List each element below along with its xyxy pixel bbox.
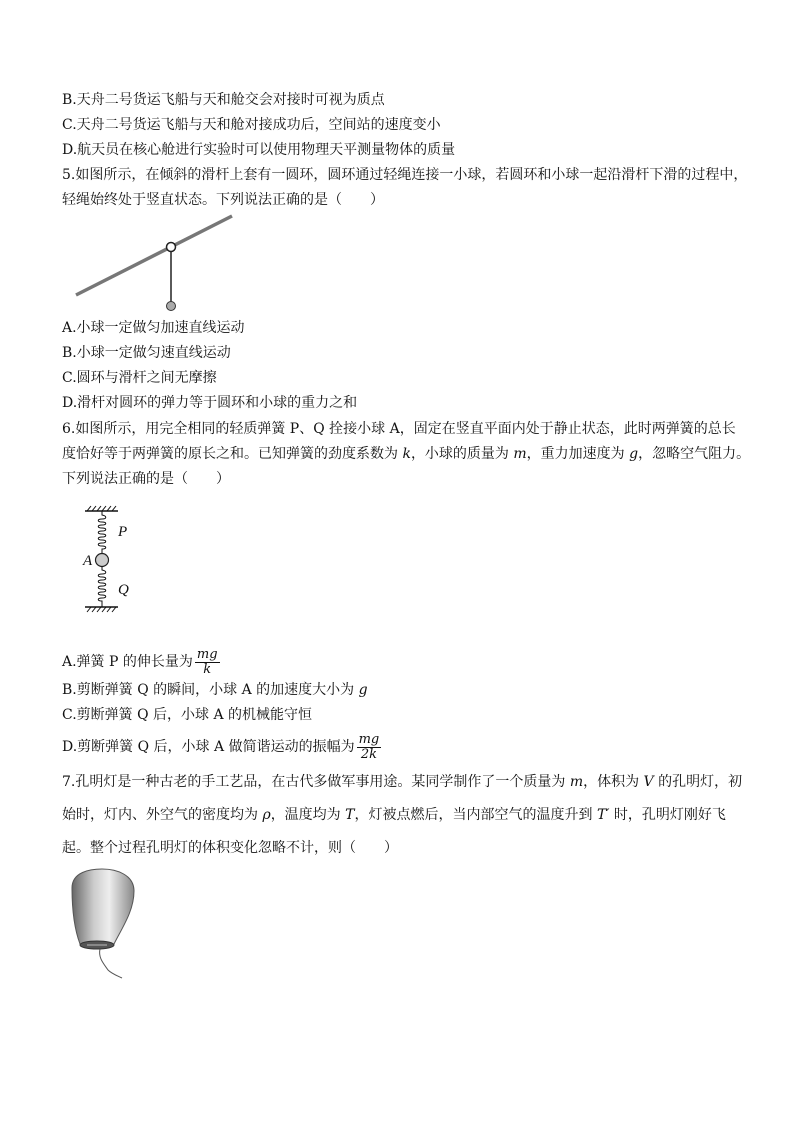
small-ball xyxy=(167,302,176,311)
q6-stem-line2: 度恰好等于两弹簧的原长之和。已知弹簧的劲度系数为 k，小球的质量为 m，重力加速度为 g，忽略空气阻力。 xyxy=(62,446,751,462)
q5-option-b: B.小球一定做匀速直线运动 xyxy=(62,345,231,361)
ring xyxy=(167,243,176,252)
fraction-mg-over-2k: $\frac{mg}{2k}$ xyxy=(358,731,380,762)
q4-option-b: B.天舟二号货运飞船与天和舱交会对接时可视为质点 xyxy=(62,92,385,108)
q5-option-a: A.小球一定做匀加速直线运动 xyxy=(62,320,245,336)
label-a: A xyxy=(83,553,93,569)
q6-option-b: B.剪断弹簧 Q 的瞬间，小球 A 的加速度大小为 g xyxy=(62,682,368,698)
q6-stem-line1: 6.如图所示，用完全相同的轻质弹簧 P、Q 拴接小球 A，固定在竖直平面内处于静止状态，此时两弹簧的总长 xyxy=(62,421,736,437)
q6-stem-line3: 下列说法正确的是（ ） xyxy=(62,471,230,487)
q6-option-a: A.弹簧 P 的伸长量为 $\frac{mg}{k}$ xyxy=(62,646,218,677)
q5-stem-line1: 5.如图所示，在倾斜的滑杆上套有一圆环，圆环通过轻绳连接一小球，若圆环和小球一起沿滑杆下滑的过程中， xyxy=(62,167,748,183)
q7-stem-line3: 起。整个过程孔明灯的体积变化忽略不计，则（ ） xyxy=(62,840,398,856)
q4-option-d: D.航天员在核心舱进行实验时可以使用物理天平测量物体的质量 xyxy=(62,142,456,158)
inclined-rod xyxy=(76,216,232,295)
q5-option-d: D.滑杆对圆环的弹力等于圆环和小球的重力之和 xyxy=(62,395,358,411)
q4-option-c: C.天舟二号货运飞船与天和舱对接成功后，空间站的速度变小 xyxy=(62,117,441,133)
q5-figure xyxy=(70,210,240,315)
ball-a xyxy=(96,554,109,567)
label-p: P xyxy=(118,524,128,540)
spring-q xyxy=(98,566,106,607)
label-q: Q xyxy=(118,582,129,598)
q6-option-c: C.剪断弹簧 Q 后，小球 A 的机械能守恒 xyxy=(62,707,313,723)
q7-stem-line2: 始时，灯内、外空气的密度均为 ρ，温度均为 T，灯被点燃后，当内部空气的温度升到 T′ 时，孔明灯刚好飞 xyxy=(62,807,726,823)
q5-option-c: C.圆环与滑杆之间无摩擦 xyxy=(62,370,217,386)
q6-figure xyxy=(78,500,148,620)
q5-stem-line2: 轻绳始终处于竖直状态。下列说法正确的是（ ） xyxy=(62,192,384,208)
lantern-body xyxy=(72,869,134,944)
fraction-mg-over-k: $\frac{mg}{k}$ xyxy=(196,646,218,677)
q6-option-d: D.剪断弹簧 Q 后，小球 A 做简谐运动的振幅为 $\frac{mg}{2k}$ xyxy=(62,731,380,762)
q7-sky-lantern-figure xyxy=(62,866,142,982)
spring-p xyxy=(98,511,106,554)
lantern-string xyxy=(100,949,122,978)
q7-stem-line1: 7.孔明灯是一种古老的手工艺品，在古代多做军事用途。某同学制作了一个质量为 m，体积为 V 的孔明灯，初 xyxy=(62,774,743,790)
